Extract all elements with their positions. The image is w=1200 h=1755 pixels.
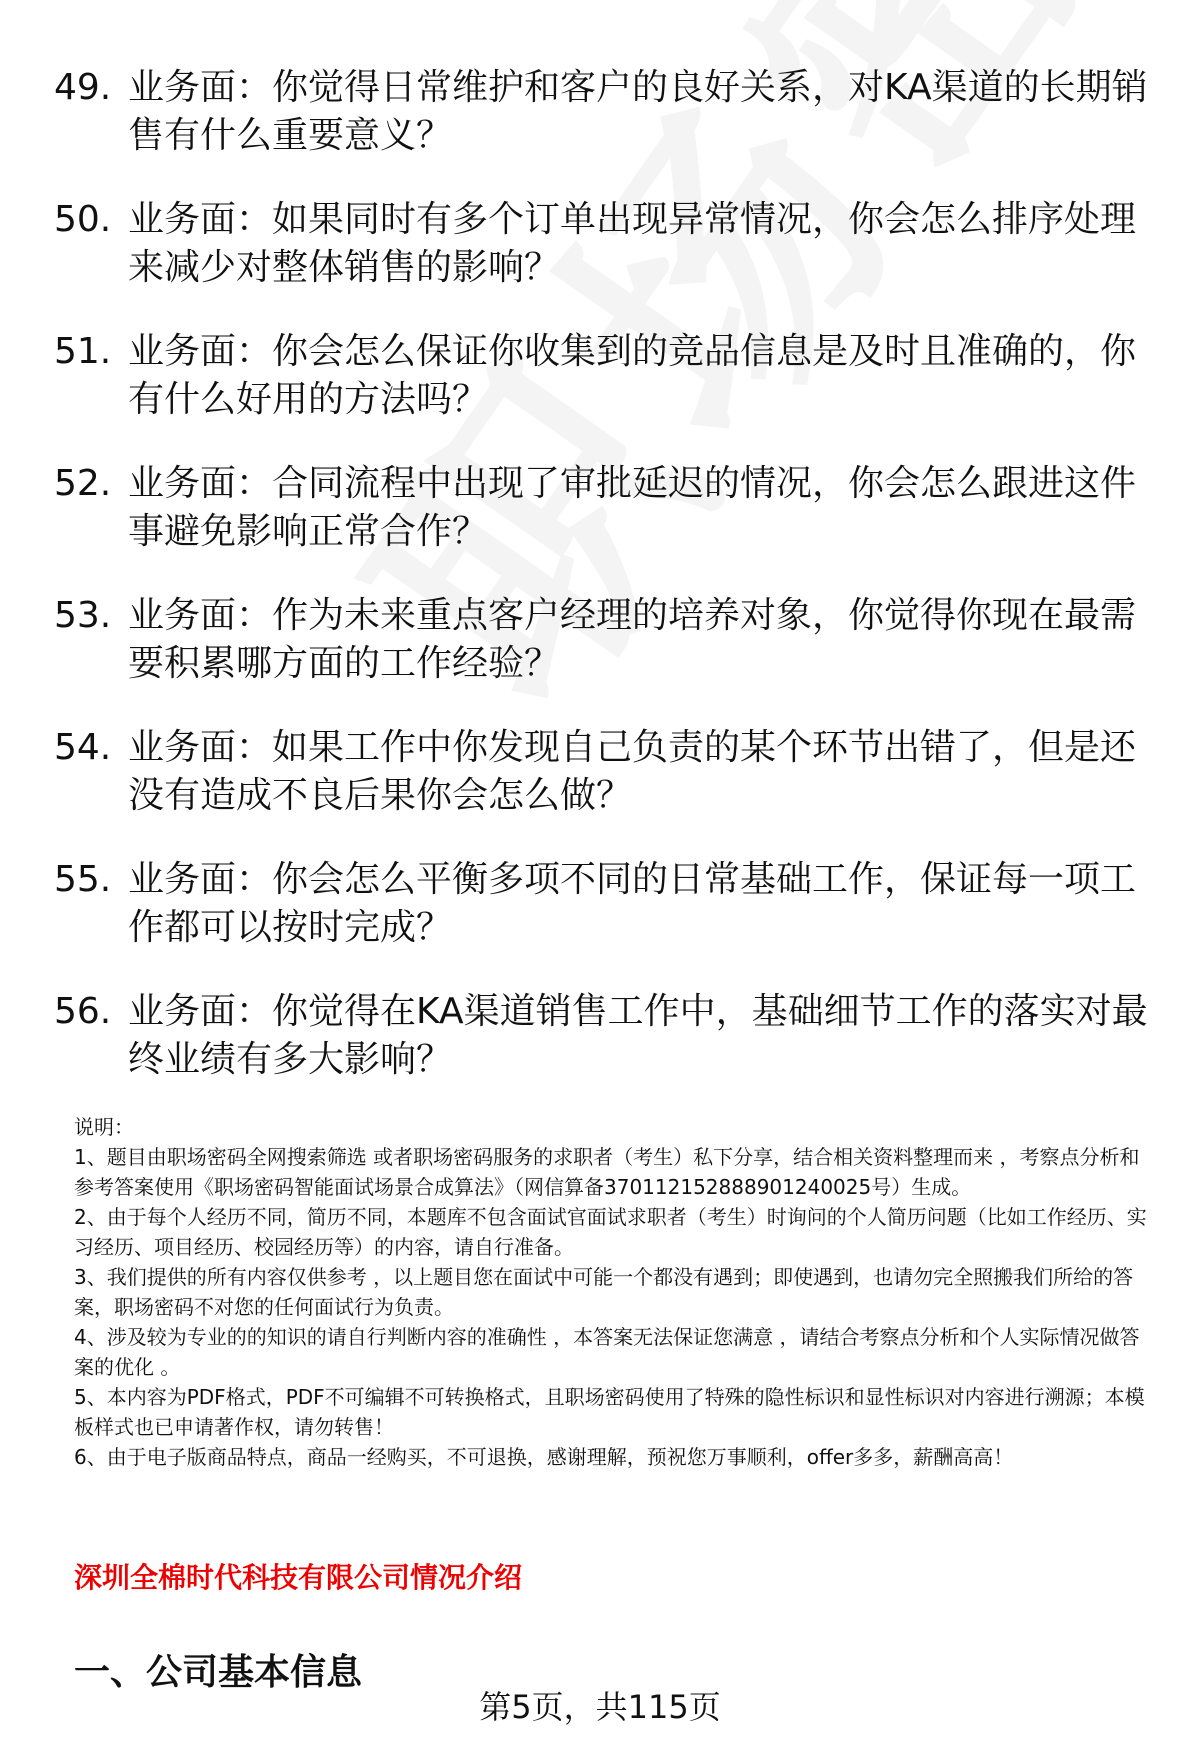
question-text: 业务面：合同流程中出现了审批延迟的情况，你会怎么跟进这件事避免影响正常合作？ [128, 463, 1137, 552]
question-number: 49. [54, 67, 112, 108]
question-number: 54. [54, 727, 112, 768]
note-item: 4、涉及较为专业的的知识的请自行判断内容的准确性 ，本答案无法保证您满意 ，请结合考察点分析和个人实际情况做答案的优化 。 [74, 1325, 1140, 1379]
notes-title: 说明： [74, 1115, 134, 1139]
notes-section [74, 1112, 1154, 1472]
question-text: 业务面：如果同时有多个订单出现异常情况，你会怎么排序处理来减少对整体销售的影响？ [128, 199, 1137, 288]
question-number: 56. [54, 991, 112, 1032]
question-number: 52. [54, 463, 112, 504]
question-text: 业务面：你觉得日常维护和客户的良好关系，对KA渠道的长期销售有什么重要意义？ [128, 67, 1148, 156]
question-item [0, 320, 1200, 452]
question-list [0, 56, 1200, 1112]
question-item [0, 56, 1200, 188]
note-item: 1、题目由职场密码全网搜索筛选 或者职场密码服务的求职者（考生）私下分享，结合相关资料整理而来 ，考察点分析和参考答案使用《职场密码智能面试场景合成算法》（网信算备370112152888901240025号）生成。 [74, 1145, 1140, 1199]
question-item [0, 980, 1200, 1112]
question-item [0, 188, 1200, 320]
note-item: 6、由于电子版商品特点，商品一经购买，不可退换，感谢理解，预祝您万事顺利，offer多多，薪酬高高！ [74, 1445, 1014, 1469]
note-item: 2、由于每个人经历不同，简历不同，本题库不包含面试官面试求职者（考生）时询问的个人简历问题（比如工作经历、实习经历、项目经历、校园经历等）的内容，请自行准备。 [74, 1205, 1147, 1259]
question-item [0, 848, 1200, 980]
question-text: 业务面：如果工作中你发现自己负责的某个环节出错了，但是还没有造成不良后果你会怎么做？ [128, 727, 1137, 816]
question-text: 业务面：你觉得在KA渠道销售工作中，基础细节工作的落实对最终业绩有多大影响？ [128, 991, 1148, 1080]
question-text: 业务面：你会怎么平衡多项不同的日常基础工作，保证每一项工作都可以按时完成？ [128, 859, 1137, 948]
question-number: 53. [54, 595, 112, 636]
question-number: 50. [54, 199, 112, 240]
question-number: 51. [54, 331, 112, 372]
section-heading: 一、公司基本信息 [74, 1652, 363, 1693]
question-item [0, 584, 1200, 716]
note-item: 5、本内容为PDF格式，PDF不可编辑不可转换格式，且职场密码使用了特殊的隐性标识和显性标识对内容进行溯源；本模板样式也已申请著作权，请勿转售！ [74, 1385, 1145, 1439]
question-item [0, 452, 1200, 584]
question-text: 业务面：作为未来重点客户经理的培养对象，你觉得你现在最需要积累哪方面的工作经验？ [128, 595, 1137, 684]
question-number: 55. [54, 859, 112, 900]
company-title: 深圳全棉时代科技有限公司情况介绍 [74, 1561, 523, 1594]
note-item: 3、我们提供的所有内容仅供参考 ，以上题目您在面试中可能一个都没有遇到；即使遇到，也请勿完全照搬我们所给的答案，职场密码不对您的任何面试行为负责。 [74, 1265, 1134, 1319]
question-item [0, 716, 1200, 848]
page-number-footer: 第5页，共115页 [479, 1688, 721, 1726]
question-text: 业务面：你会怎么保证你收集到的竞品信息是及时且准确的，你有什么好用的方法吗？ [128, 331, 1137, 420]
